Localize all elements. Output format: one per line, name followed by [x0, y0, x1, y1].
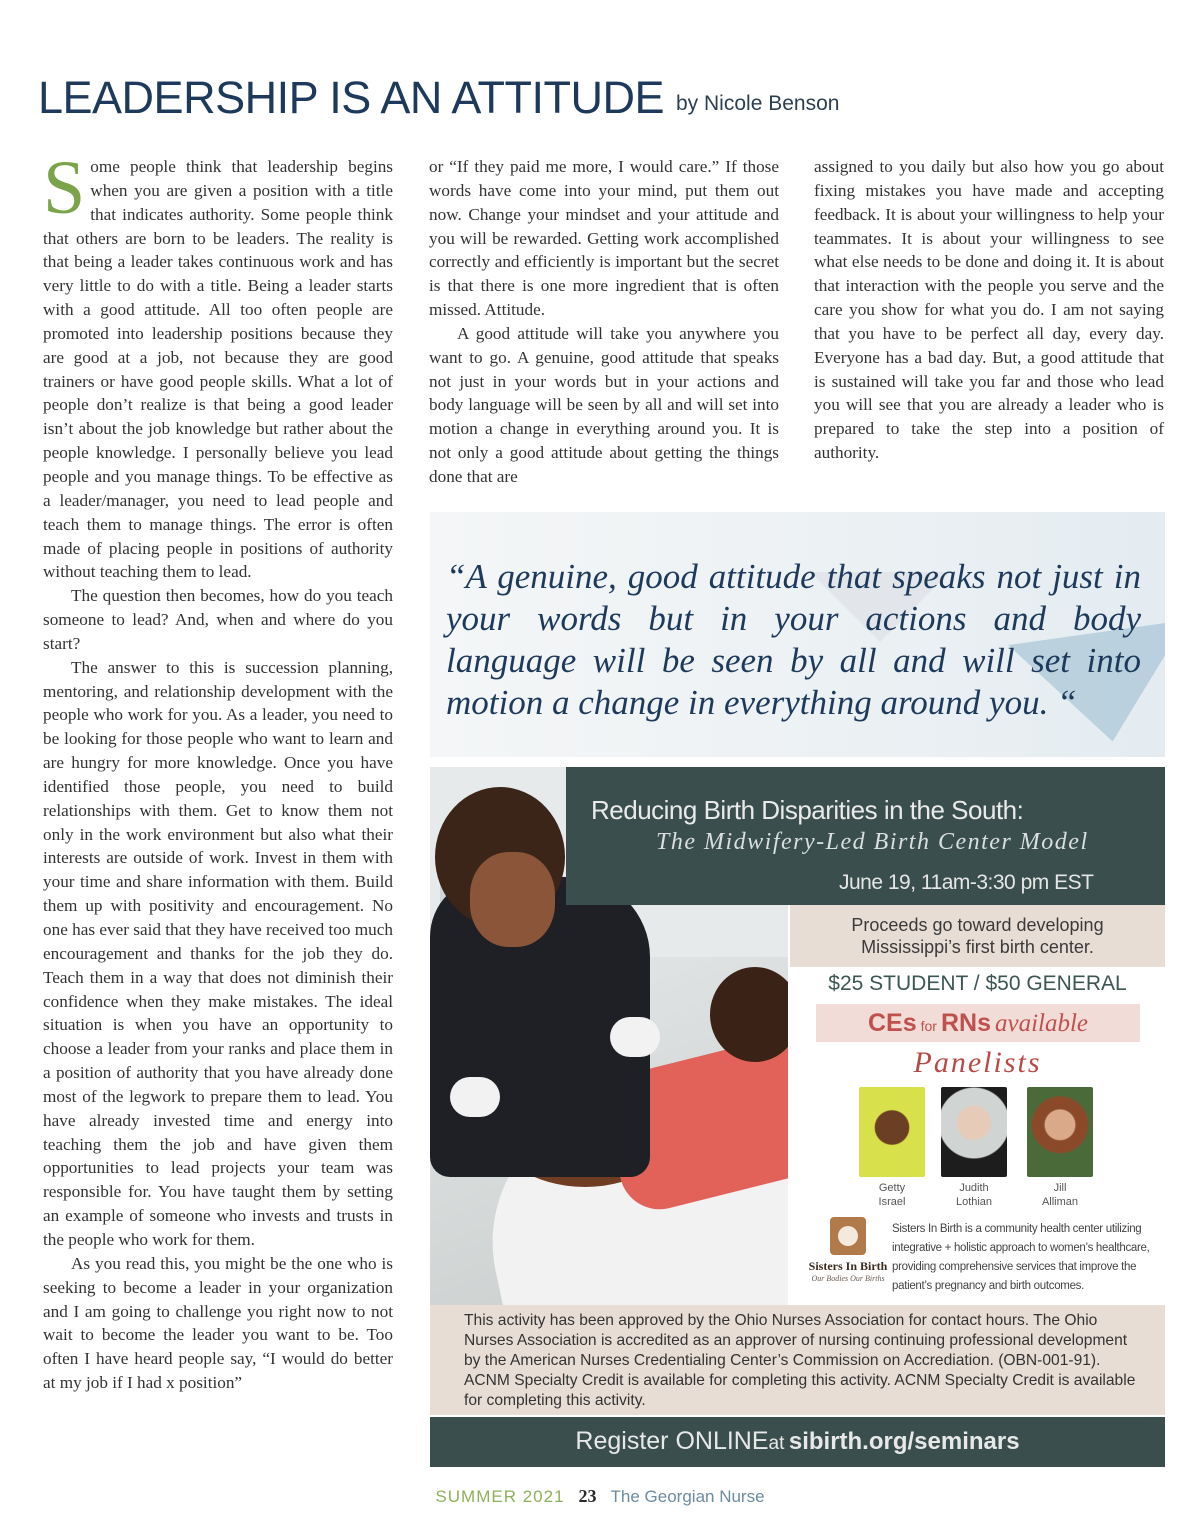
article-paragraph: The question then becomes, how do you teach someone to lead? And, when and where do you start?: [43, 586, 393, 653]
article-column-3: [814, 155, 1164, 465]
ad-headline: Reducing Birth Disparities in the South:: [591, 795, 1024, 825]
article-byline: by Nicole Benson: [676, 92, 840, 115]
accreditation-notice: This activity has been approved by the Ohio Nurses Association for contact hours. The Ohio Nurses Association is accredited as an approver of nursing continuing professional development by the American Nurses Credentialing Center’s Commission on Accrediation. (OBN-001-91). ACNM Specialty Credit is available for completing this activity. ACNM Specialty Credit is available for completing this activity.: [430, 1305, 1165, 1415]
article-paragraph: A good attitude will take you anywhere you want to go. A genuine, good attitude that speaks not just in your words but in your actions and body language will be seen by all and will set into motion a change in everything around you. It is not only a good attitude about getting the things done that are: [429, 323, 779, 486]
article-paragraph: The answer to this is succession planning, mentoring, and relationship development with the people who work for you. As a leader, you need to be looking for those people who want to learn and are hungry for more knowledge. Once you have identified those people, you need to build relationships with them. Get to know them not only in the work environment but also what their interests are outside of work. Invest in them with your time and share information with them. Build them up with positivity and encouragement. No one has ever said that they have received too much encouragement and thanks for the job they do. Teach them in a way that does not diminish their confidence when they make mistakes. The ideal situation is when you have an opportunity to choose a leader from your ranks and place them in a position of authority that you have already done most of the legwork to prepare them to lead. You have already invested time and energy into teaching them the job and have given them opportunities to lead projects your team was responsible for. You have taught them by setting an example of someone who invests and trusts in the people who work for them.: [43, 657, 393, 1249]
article-paragraph: As you read this, you might be the one who is seeking to become a leader in your organization and I am going to challenge you right now to not wait to become the leader you want to be. Too often I have heard people say, “I would do better at my job if I had x position”: [43, 1253, 393, 1393]
footprint-icon: [830, 1217, 866, 1255]
proceeds-note: Proceeds go toward developing Mississippi’s first birth center.: [790, 905, 1165, 967]
ticket-price: $25 STUDENT / $50 GENERAL: [828, 972, 1127, 995]
panelist-photo: [1027, 1087, 1093, 1177]
panelist-name: Getty Israel: [878, 1182, 906, 1208]
drop-cap: S: [43, 146, 86, 230]
article-title: LEADERSHIP IS AN ATTITUDE: [38, 72, 665, 123]
event-date: June 19, 11am-3:30 pm EST: [839, 871, 1094, 894]
panelist-card: [1025, 1087, 1095, 1209]
publication-name: The Georgian Nurse: [610, 1487, 765, 1506]
page-number: 23: [578, 1486, 597, 1506]
panelist-card: [939, 1087, 1009, 1209]
article-paragraph: assigned to you daily but also how you go about fixing mistakes you have made and accepting feedback. It is about your willingness to help your teammates. It is about your willingness to see what else needs to be done and doing it. It is about that interaction with the people you serve and the care you show for what you do. I am not saying that you have to be perfect all day, every day. Everyone has a bad day. But, a good attitude that is sustained will take you far and those who lead you will see that you are already a leader who is prepared to take the step into a position of authority.: [814, 157, 1164, 463]
registration-banner[interactable]: Register ONLINEat sibirth.org/seminars: [430, 1417, 1165, 1467]
panelist-card: [857, 1087, 927, 1209]
article-column-1: [43, 146, 393, 1395]
ad-banner: [566, 767, 1165, 905]
organization-description: Sisters In Birth is a community health center utilizing integrative + holistic approach to women’s healthcare, providing comprehensive services that improve the patient’s pregnancy and birth outcomes.: [892, 1223, 1150, 1292]
registration-link[interactable]: sibirth.org/seminars: [788, 1428, 1020, 1455]
ad-subheadline: The Midwifery-Led Birth Center Model: [656, 829, 1089, 855]
panelist-photo: [941, 1087, 1007, 1177]
panelist-name: Jill Alliman: [1041, 1182, 1079, 1208]
ce-credits-badge: CEs for RNs available: [816, 1004, 1140, 1042]
page-footer: [0, 1486, 1200, 1507]
panelists-heading: Panelists: [913, 1046, 1042, 1079]
article-paragraph: or “If they paid me more, I would care.” If those words have come into your mind, put them out now. Change your mindset and your attitude and you will be rewarded. Getting work accomplished correctly and efficiently is important but the secret is that there is one more ingredient that is often missed. Attitude.: [429, 157, 779, 320]
pull-quote-box: [430, 512, 1165, 757]
article-column-2: [429, 155, 779, 489]
panelist-name: Judith Lothian: [955, 1182, 993, 1208]
panelist-photo: [859, 1087, 925, 1177]
article-paragraph: Some people think that leadership begins when you are given a position with a title that indicates authority. Some people think that others are born to be leaders. The reality is that being a leader takes continuous work and has very little to do with a title. Being a leader starts with a good attitude. All too often people are promoted into leadership positions because they are good at a job, not because they are good trainers or have good people skills. What a lot of people don’t realize is that being a good leader isn’t about the job knowledge but rather about the people knowledge. I personally believe you lead people and you manage things. To be effective as a leader/manager, you need to lead people and teach them to manage things. The error is often made of placing people in positions of authority without teaching them to lead.: [43, 146, 393, 582]
seminar-advertisement: [430, 767, 1165, 1467]
issue-season: SUMMER 2021: [435, 1487, 565, 1506]
pull-quote: “A genuine, good attitude that speaks not just in your words but in your actions and body language will be seen by all and will set into motion a change in everything around you. “: [446, 557, 1141, 722]
sisters-in-birth-logo: Sisters In Birth Our Bodies Our Births: [808, 1217, 888, 1283]
